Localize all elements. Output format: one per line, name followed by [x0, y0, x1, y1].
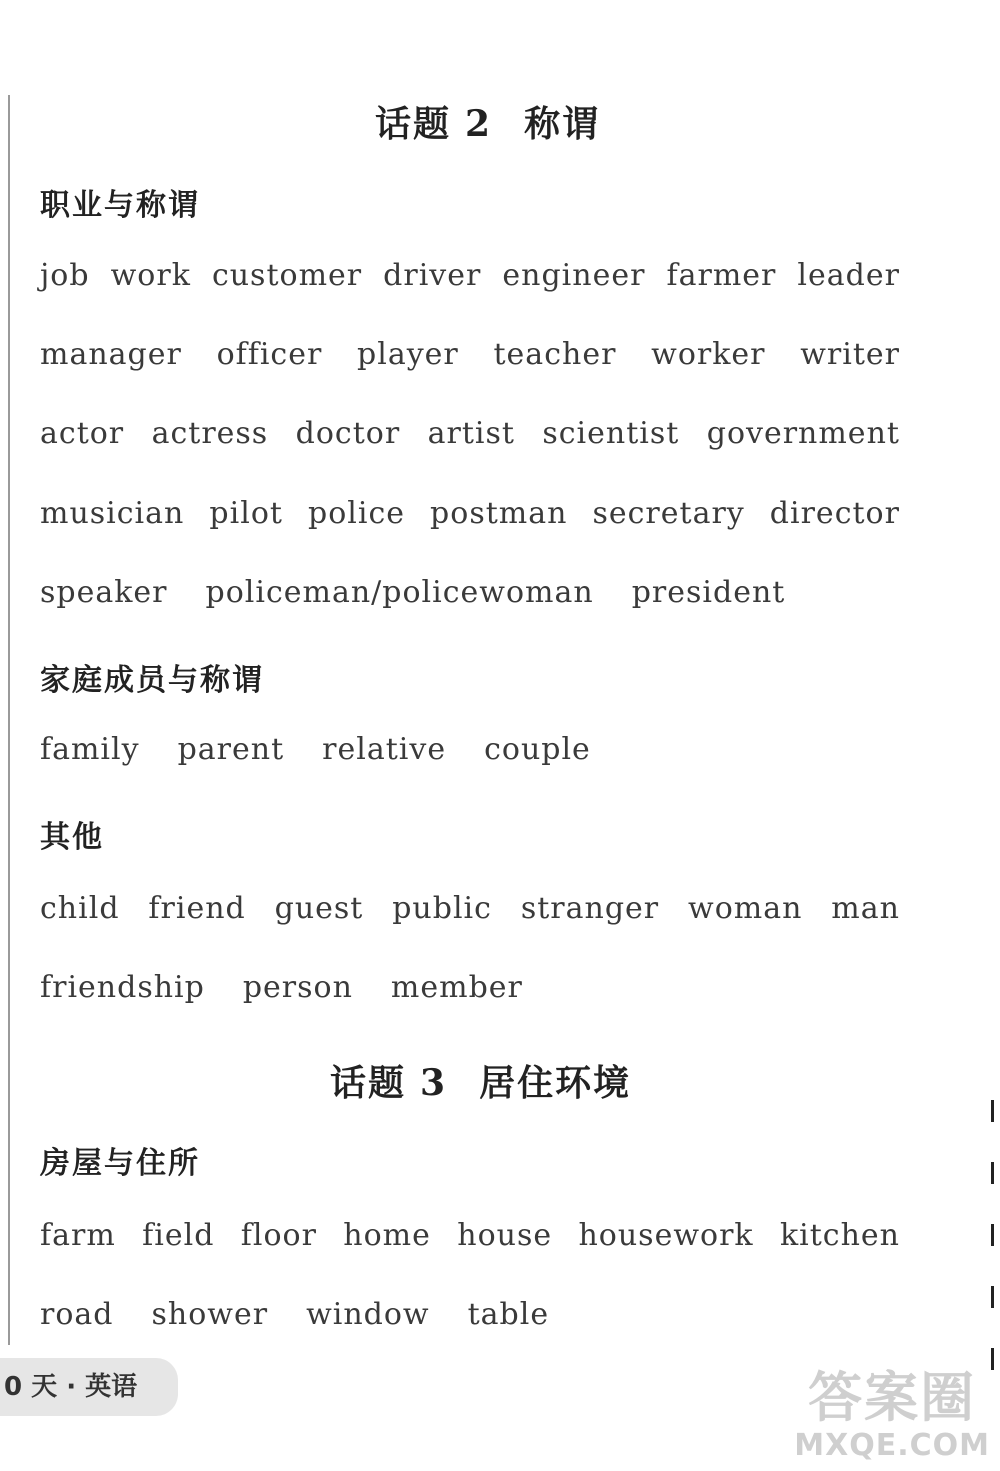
topic-2-label: 话题 [375, 103, 452, 145]
vocab-word: child [40, 891, 120, 926]
vocab-word: president [631, 575, 786, 610]
word-row [40, 891, 900, 926]
vocab-word: player [357, 337, 459, 372]
vocab-word: scientist [542, 416, 680, 451]
vocab-word: friend [148, 891, 246, 926]
topic-2-name: 称谓 [524, 103, 601, 145]
vocab-word: speaker [40, 575, 168, 610]
vocab-word: relative [322, 732, 447, 767]
word-row [40, 337, 900, 372]
vocab-word: work [110, 258, 191, 293]
vocab-word: farmer [666, 258, 777, 293]
footer-page-tab: 0 天 · 英语 [0, 1358, 178, 1416]
word-row [40, 1218, 900, 1253]
topic-2-number: 2 [465, 103, 493, 145]
vocab-word: policeman/policewoman [205, 575, 594, 610]
watermark-logo: 答案圈 [808, 1366, 977, 1429]
vocab-word: kitchen [779, 1218, 900, 1253]
topic-2-title [375, 96, 600, 147]
topic-3-number: 3 [420, 1062, 448, 1104]
word-row [40, 732, 900, 767]
vocab-word: man [831, 891, 900, 926]
vocab-word: person [242, 970, 353, 1005]
vocab-word: friendship [40, 970, 205, 1005]
vocab-word: director [769, 496, 900, 531]
vocab-word: stranger [520, 891, 660, 926]
vocab-word: pilot [209, 496, 283, 531]
left-margin-rule [8, 95, 10, 1345]
word-row [40, 575, 900, 610]
vocab-word: couple [484, 732, 591, 767]
section-heading-occupations: 职业与称谓 [40, 188, 200, 223]
vocab-word: guest [274, 891, 364, 926]
vocab-word: leader [797, 258, 900, 293]
vocab-word: artist [427, 416, 515, 451]
word-row [40, 496, 900, 531]
watermark-url: MXQE.COM [794, 1428, 990, 1463]
section-heading-others: 其他 [40, 820, 104, 855]
vocab-word: housework [578, 1218, 754, 1253]
word-row [40, 258, 900, 293]
vocab-word: family [40, 732, 140, 767]
vocab-word: public [392, 891, 492, 926]
section-heading-housing: 房屋与住所 [40, 1146, 200, 1181]
vocab-word: government [706, 416, 900, 451]
topic-3-title [330, 1055, 631, 1106]
vocab-word: parent [177, 732, 285, 767]
vocab-word: farm [40, 1218, 116, 1253]
vocab-word: doctor [295, 416, 401, 451]
vocab-word: window [306, 1297, 430, 1332]
topic-3-label: 话题 [330, 1062, 407, 1104]
vocab-word: engineer [502, 258, 646, 293]
vocab-word: officer [216, 337, 323, 372]
vocab-word: manager [40, 337, 182, 372]
vocab-word: writer [800, 337, 900, 372]
topic-3-name: 居住环境 [479, 1062, 632, 1104]
vocab-word: secretary [592, 496, 745, 531]
vocab-word: postman [430, 496, 568, 531]
watermark [794, 1368, 990, 1463]
word-row [40, 416, 900, 451]
vocab-word: job [40, 258, 90, 293]
vocab-word: woman [688, 891, 803, 926]
vocab-word: member [390, 970, 523, 1005]
vocab-word: teacher [493, 337, 617, 372]
vocab-word: floor [240, 1218, 317, 1253]
vocab-word: field [142, 1218, 215, 1253]
vocab-word: home [343, 1218, 431, 1253]
word-row [40, 970, 900, 1005]
vocab-word: road [40, 1297, 114, 1332]
vocab-word: shower [151, 1297, 269, 1332]
word-row [40, 1297, 900, 1332]
section-heading-family: 家庭成员与称谓 [40, 663, 264, 698]
vocab-word: actor [40, 416, 125, 451]
binding-marks [991, 1100, 994, 1410]
vocab-word: customer [211, 258, 363, 293]
vocab-word: musician [40, 496, 185, 531]
vocab-word: driver [383, 258, 482, 293]
vocab-word: worker [651, 337, 766, 372]
vocab-word: table [467, 1297, 550, 1332]
vocab-word: actress [151, 416, 269, 451]
vocab-word: police [307, 496, 405, 531]
vocab-word: house [457, 1218, 553, 1253]
